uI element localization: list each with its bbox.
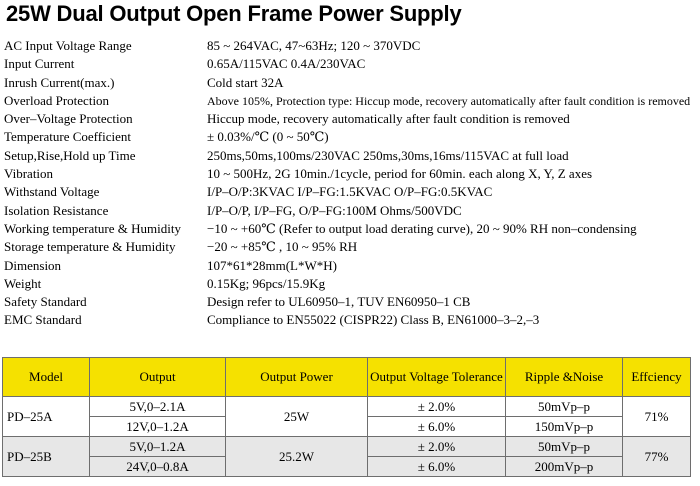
output-cell: 5V,0–1.2A xyxy=(90,437,226,457)
ripple-cell: 50mVp–p xyxy=(506,397,623,417)
spec-row-dimension xyxy=(4,257,700,275)
header-voltage-tolerance: Output Voltage Tolerance xyxy=(368,358,506,397)
spec-list xyxy=(4,37,700,330)
spec-label: Withstand Voltage xyxy=(4,184,100,200)
spec-label: Inrush Current(max.) xyxy=(4,74,115,90)
header-output: Output xyxy=(90,358,226,397)
output-cell: 12V,0–1.2A xyxy=(90,417,226,437)
spec-label: Input Current xyxy=(4,56,75,72)
tolerance-cell: ± 6.0% xyxy=(368,417,506,437)
ripple-cell: 200mVp–p xyxy=(506,457,623,477)
spec-label: Working temperature & Humidity xyxy=(4,220,181,236)
spec-value: Compliance to EN55022 (CISPR22) Class B, EN61000–3–2,–3 xyxy=(207,312,540,328)
spec-row-isolation-resistance xyxy=(4,202,700,220)
spec-row-vibration xyxy=(4,165,700,183)
model-table xyxy=(2,357,691,477)
spec-value: 0.65A/115VAC 0.4A/230VAC xyxy=(207,56,366,72)
tolerance-cell: ± 6.0% xyxy=(368,457,506,477)
model-name: PD–25B xyxy=(3,437,90,477)
header-ripple-noise: Ripple &Noise xyxy=(506,358,623,397)
spec-row-setup-rise-hold xyxy=(4,147,700,165)
spec-value: I/P–O/P:3KVAC I/P–FG:1.5KVAC O/P–FG:0.5KVAC xyxy=(207,184,493,200)
model-name: PD–25A xyxy=(3,397,90,437)
spec-label: AC Input Voltage Range xyxy=(4,38,132,53)
spec-value: I/P–O/P, I/P–FG, O/P–FG:100M Ohms/500VDC xyxy=(207,202,462,218)
spec-label: Storage temperature & Humidity xyxy=(4,239,176,255)
spec-row-ac-input xyxy=(4,37,700,55)
spec-row-storage-temperature xyxy=(4,238,700,256)
table-row xyxy=(3,397,691,417)
header-output-power: Output Power xyxy=(226,358,368,397)
spec-label: EMC Standard xyxy=(4,312,82,328)
spec-row-withstand-voltage xyxy=(4,183,700,201)
table-header-row xyxy=(3,358,691,397)
spec-value: 107*61*28mm(L*W*H) xyxy=(207,257,337,273)
header-efficiency: Effciency xyxy=(623,358,691,397)
spec-label: Over–Voltage Protection xyxy=(4,111,133,127)
spec-value: −10 ~ +60℃ (Refer to output load derating curve), 20 ~ 90% RH non–condensing xyxy=(207,220,637,236)
spec-row-overload-protection xyxy=(4,92,700,110)
spec-row-emc-standard xyxy=(4,311,700,329)
page-title: 25W Dual Output Open Frame Power Supply xyxy=(6,1,462,26)
spec-label: Overload Protection xyxy=(4,92,110,108)
spec-label: Dimension xyxy=(4,257,62,273)
spec-row-working-temperature xyxy=(4,220,700,238)
spec-value: Cold start 32A xyxy=(207,74,284,90)
spec-row-temperature-coefficient xyxy=(4,128,700,146)
spec-value: Design refer to UL60950–1, TUV EN60950–1 CB xyxy=(207,294,471,310)
ripple-cell: 150mVp–p xyxy=(506,417,623,437)
spec-row-weight xyxy=(4,275,700,293)
spec-value: 0.15Kg; 96pcs/15.9Kg xyxy=(207,275,326,291)
spec-value: 85 ~ 264VAC, 47~63Hz; 120 ~ 370VDC xyxy=(207,38,421,53)
spec-value: 10 ~ 500Hz, 2G 10min./1cycle, period for 60min. each along X, Y, Z axes xyxy=(207,166,593,182)
header-model: Model xyxy=(3,358,90,397)
tolerance-cell: ± 2.0% xyxy=(368,397,506,417)
spec-label: Isolation Resistance xyxy=(4,202,109,218)
spec-label: Safety Standard xyxy=(4,294,87,310)
tolerance-cell: ± 2.0% xyxy=(368,437,506,457)
spec-label: Weight xyxy=(4,275,42,291)
output-cell: 5V,0–2.1A xyxy=(90,397,226,417)
spec-row-input-current xyxy=(4,55,700,73)
spec-row-inrush-current xyxy=(4,74,700,92)
table-row xyxy=(3,437,691,457)
output-cell: 24V,0–0.8A xyxy=(90,457,226,477)
spec-value: ± 0.03%/℃ (0 ~ 50℃) xyxy=(207,129,329,145)
spec-value: −20 ~ +85℃ , 10 ~ 95% RH xyxy=(207,239,358,255)
ripple-cell: 50mVp–p xyxy=(506,437,623,457)
spec-row-over-voltage-protection xyxy=(4,110,700,128)
power-cell: 25W xyxy=(226,397,368,437)
spec-label: Temperature Coefficient xyxy=(4,129,131,145)
efficiency-cell: 77% xyxy=(623,437,691,477)
spec-label: Setup,Rise,Hold up Time xyxy=(4,147,136,163)
spec-row-safety-standard xyxy=(4,293,700,311)
spec-value: 250ms,50ms,100ms/230VAC 250ms,30ms,16ms/115VAC at full load xyxy=(207,147,569,163)
spec-value: Hiccup mode, recovery automatically after fault condition is removed xyxy=(207,111,570,127)
power-cell: 25.2W xyxy=(226,437,368,477)
spec-label: Vibration xyxy=(4,166,54,182)
efficiency-cell: 71% xyxy=(623,397,691,437)
spec-value: Above 105%, Protection type: Hiccup mode, recovery automatically after fault condition is removed xyxy=(207,93,691,108)
